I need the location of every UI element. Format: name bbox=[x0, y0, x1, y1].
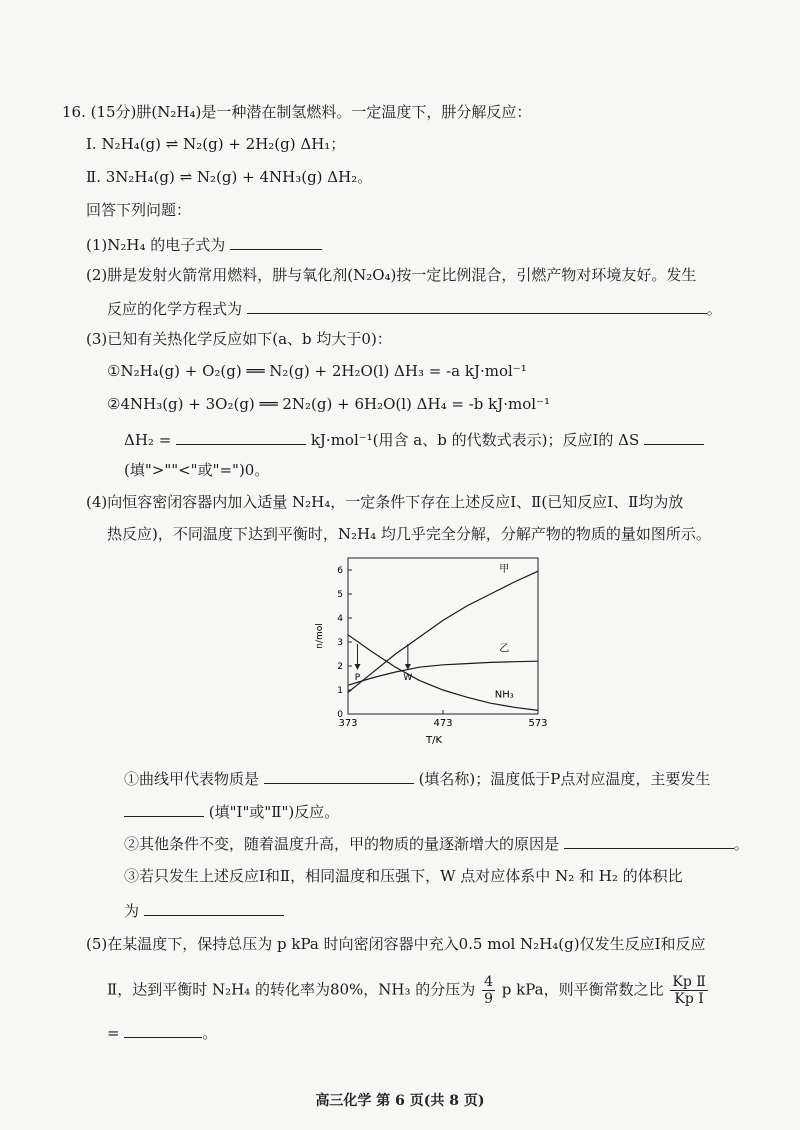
chart-ytick-label: 6 bbox=[337, 566, 343, 576]
part5-text-b1: Ⅱ，达到平衡时 N₂H₄ 的转化率为80%，NH₃ 的分压为 bbox=[107, 980, 476, 999]
chart-series-label: 乙 bbox=[499, 643, 510, 655]
part3-dh2-blank[interactable] bbox=[176, 428, 306, 445]
part3-dh2-suffix: kJ·mol⁻¹(用含 a、b 的代数式表示)；反应Ⅰ的 ΔS bbox=[310, 431, 640, 449]
part4-q3-line: ③若只发生上述反应Ⅰ和Ⅱ，相同温度和压强下，W 点对应体系中 N₂ 和 H₂ 的体积比 bbox=[124, 867, 683, 885]
chart-xtick-label: 473 bbox=[433, 718, 453, 729]
part4-q3-b: 为 bbox=[124, 902, 140, 920]
part5-frac-num: 4 bbox=[484, 974, 493, 990]
part5-frac-den: 9 bbox=[484, 991, 493, 1007]
part4-q2-blank[interactable] bbox=[564, 832, 734, 849]
chart-ytick-label: 2 bbox=[337, 662, 343, 672]
question-number: 16. (15分) bbox=[62, 103, 137, 121]
part2-line-b bbox=[107, 297, 722, 319]
chart-ylabel: n/mol bbox=[315, 623, 325, 649]
chart-series-line bbox=[348, 571, 538, 692]
reaction-II: Ⅱ. 3N₂H₄(g) ⇌ N₂(g) + 4NH₃(g) ΔH₂。 bbox=[86, 168, 373, 186]
part4-q1-reaction-blank[interactable] bbox=[124, 800, 204, 817]
chart-annotation-arrowhead bbox=[355, 664, 361, 670]
part5-answer-blank[interactable] bbox=[124, 1021, 202, 1038]
chart-ytick-label: 0 bbox=[337, 710, 343, 720]
part5-line-a: (5)在某温度下，保持总压为 p kPa 时向密闭容器中充入0.5 mol N₂H₄(g)仅发生反应Ⅰ和反应 bbox=[86, 935, 706, 953]
chart-ytick-label: 3 bbox=[337, 638, 343, 648]
chart-ytick-label: 1 bbox=[337, 686, 343, 696]
part4-q1-line2 bbox=[124, 800, 339, 822]
chart-xlabel: T/K bbox=[425, 735, 443, 746]
equilibrium-chart bbox=[308, 552, 548, 752]
part1-answer-blank[interactable] bbox=[230, 233, 322, 250]
chart-series-line bbox=[348, 661, 538, 685]
part5-k-num: Kp Ⅱ bbox=[672, 974, 706, 990]
chart-ytick-label: 5 bbox=[337, 590, 343, 600]
part4-q1-b: (填名称)；温度低于P点对应温度，主要发生 bbox=[418, 770, 711, 788]
chart-xtick-label: 373 bbox=[338, 718, 358, 729]
part4-line-b: 热反应)，不同温度下达到平衡时，N₂H₄ 均几乎完全分解，分解产物的物质的量如图所示。 bbox=[107, 525, 711, 543]
part5-pressure-fraction bbox=[482, 974, 495, 1007]
part3-fill-hint: (填">""<"或"=")0。 bbox=[124, 461, 270, 479]
part5-line-c bbox=[107, 1021, 217, 1043]
reaction-I: Ⅰ. N₂H₄(g) ⇌ N₂(g) + 2H₂(g) ΔH₁； bbox=[86, 135, 346, 153]
part2-text-b: 反应的化学方程式为 bbox=[107, 300, 243, 318]
chart-ytick-label: 4 bbox=[337, 614, 343, 624]
part3-dh2-prefix: ΔH₂ = bbox=[124, 431, 172, 449]
part4-q1-a: ①曲线甲代表物质是 bbox=[124, 770, 260, 788]
question-header bbox=[62, 102, 531, 122]
part5-text-b2: p kPa，则平衡常数之比 bbox=[501, 980, 664, 999]
part4-q2-end: 。 bbox=[733, 835, 749, 853]
part1-line bbox=[86, 233, 322, 255]
part4-q1-c: (填"Ⅰ"或"Ⅱ")反应。 bbox=[208, 803, 340, 821]
part4-q3-blank[interactable] bbox=[144, 899, 284, 916]
part2-answer-blank[interactable] bbox=[247, 297, 707, 314]
chart-series-label: 甲 bbox=[499, 564, 510, 575]
part3-dh2-line bbox=[124, 428, 704, 450]
part2-line-a: (2)肼是发射火箭常用燃料，肼与氧化剂(N₂O₄)按一定比例混合，引燃产物对环境友好。发生 bbox=[86, 266, 697, 284]
part5-k-ratio bbox=[670, 974, 707, 1007]
part5-text-c: = bbox=[107, 1024, 120, 1042]
chart-series-label: NH₃ bbox=[494, 689, 514, 701]
part3-intro: (3)已知有关热化学反应如下(a、b 均大于0)： bbox=[86, 330, 392, 348]
part3-eq2: ②4NH₃(g) + 3O₂(g) ══ 2N₂(g) + 6H₂O(l) ΔH₄ = -b kJ·mol⁻¹ bbox=[107, 395, 550, 413]
part4-q3-line2 bbox=[124, 899, 284, 921]
part4-q1-name-blank[interactable] bbox=[264, 767, 414, 784]
part4-q2-line bbox=[124, 832, 749, 854]
chart-annotation-label: P bbox=[354, 673, 361, 683]
part4-line-a: (4)向恒容密闭容器内加入适量 N₂H₄，一定条件下存在上述反应Ⅰ、Ⅱ(已知反应Ⅰ、Ⅱ均为放 bbox=[86, 493, 684, 511]
part3-eq1: ①N₂H₄(g) + O₂(g) ══ N₂(g) + 2H₂O(l) ΔH₃ = -a kJ·mol⁻¹ bbox=[107, 362, 527, 380]
part5-end: 。 bbox=[202, 1024, 218, 1042]
answer-prompt: 回答下列问题： bbox=[86, 201, 192, 219]
part4-q1-line bbox=[124, 767, 710, 789]
chart-annotation-label: W bbox=[403, 673, 413, 683]
chart-svg bbox=[308, 552, 548, 752]
part1-text: (1)N₂H₄ 的电子式为 bbox=[86, 236, 226, 254]
question-stem: 肼(N₂H₄)是一种潜在制氢燃料。一定温度下，肼分解反应： bbox=[136, 103, 532, 121]
part4-q2-a: ②其他条件不变，随着温度升高，甲的物质的量逐渐增大的原因是 bbox=[124, 835, 560, 853]
page-footer: 高三化学 第 6 页(共 8 页) bbox=[315, 1093, 485, 1109]
part5-line-b bbox=[107, 974, 710, 1007]
chart-xtick-label: 573 bbox=[528, 718, 548, 729]
part3-ds-blank[interactable] bbox=[644, 428, 704, 445]
part5-k-den: Kp Ⅰ bbox=[674, 991, 704, 1007]
part2-end: 。 bbox=[706, 300, 722, 318]
